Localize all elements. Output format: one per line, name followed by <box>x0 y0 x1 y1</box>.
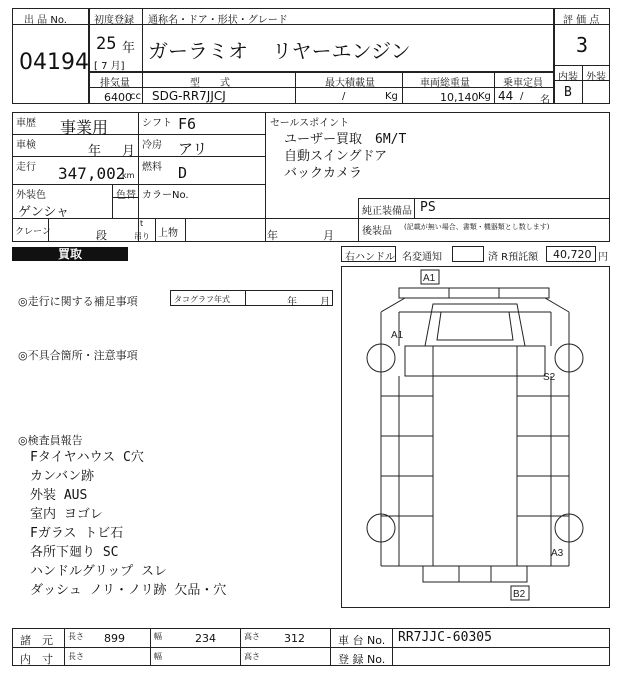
aftermarket-label: 後装品 <box>362 226 392 237</box>
gross: 10,140 <box>440 91 479 104</box>
mileage-unit: km <box>122 171 135 180</box>
capacity-sep: / <box>520 91 524 102</box>
history-label: 車歴 <box>16 118 36 129</box>
ac: アリ <box>178 140 208 158</box>
width-label-2: 幅 <box>154 652 162 661</box>
inspection-year: 年 <box>88 144 102 159</box>
displacement-unit: cc <box>130 91 141 102</box>
mark-s2: S2 <box>543 372 556 383</box>
score-label: 評 価 点 <box>563 15 600 26</box>
mark-b2: B2 <box>513 589 526 600</box>
shift: F6 <box>178 115 197 133</box>
sales-point-1: ユーザー買取 6M/T <box>284 132 407 147</box>
model-label: 型 式 <box>190 78 230 89</box>
aftermarket-note: (記載が無い場合、書類・機器類とし数します) <box>404 223 550 231</box>
top-month: 月 <box>323 229 334 242</box>
max-load: / <box>342 91 346 102</box>
displacement-label: 排気量 <box>100 78 130 89</box>
inner-label: 内 寸 <box>20 653 53 666</box>
inspector-note-2: カンバン跡 <box>30 469 95 484</box>
front-outline <box>381 298 569 312</box>
steering: 右ハンドル <box>345 252 395 263</box>
gross-unit: Kg <box>478 91 491 102</box>
inspector-note-1: Fタイヤハウス C穴 <box>30 450 144 465</box>
fuel-label: 燃料 <box>142 162 162 173</box>
color-code-label: カラーNo. <box>142 190 189 201</box>
inspector-note-7: ハンドルグリップ スレ <box>30 564 168 579</box>
name-change-box <box>452 246 484 262</box>
inspector-note-6: 各所下廻り SC <box>30 545 119 560</box>
lot-label: 出 品 No. <box>24 15 67 26</box>
height-label: 高さ <box>244 632 260 641</box>
inspector-note-8: ダッシュ ノリ・ノリ跡 欠品・穴 <box>30 583 227 598</box>
crane-lift: 吊り <box>134 232 150 241</box>
width: 234 <box>195 632 216 645</box>
interior-grade: B <box>564 85 572 100</box>
top-label: 上物 <box>158 228 178 239</box>
length: 899 <box>104 632 125 645</box>
displacement: 6400 <box>104 91 132 104</box>
color-label: 外装色 <box>16 190 46 201</box>
inspector-note-3: 外装 AUS <box>30 488 88 503</box>
max-load-unit: Kg <box>385 91 398 102</box>
purchase-banner: 買取 <box>12 247 128 261</box>
grade: リヤーエンジン <box>272 39 411 63</box>
mark-a1-top: A1 <box>423 273 436 284</box>
sales-point-3: バックカメラ <box>284 166 363 181</box>
equipment-label: 純正装備品 <box>362 206 412 217</box>
model: SDG-RR7JJCJ <box>152 89 226 103</box>
car-name: ガーラミオ <box>148 39 248 63</box>
capacity-label: 乗車定員 <box>503 78 543 89</box>
inspector-note-5: Fガラス トビ石 <box>30 526 124 541</box>
front-bumper-top <box>399 288 549 298</box>
sales-point-2: 自動スイングドア <box>284 149 388 164</box>
tacho-label: タコグラフ年式 <box>174 295 230 304</box>
height: 312 <box>284 632 305 645</box>
max-load-label: 最大積載量 <box>325 78 375 89</box>
mileage: 347,002 <box>58 164 126 183</box>
inspection-month: 月 <box>122 144 136 159</box>
crane-label: クレーン <box>15 227 51 237</box>
inspector-label: ◎検査員報告 <box>18 434 83 447</box>
reg-year: 25 <box>96 34 117 54</box>
bus-diagram <box>341 266 610 608</box>
width-label: 幅 <box>154 632 162 641</box>
name-change-label: 名変通知 <box>402 252 442 263</box>
tacho-year: 年 <box>287 297 297 308</box>
chassis: RR7JJC-60305 <box>398 630 492 645</box>
sales-point-label: セールスポイント <box>270 118 350 129</box>
length-label: 長さ <box>68 632 84 641</box>
crane-stage: 段 <box>96 229 107 242</box>
capacity-unit: 名 <box>540 95 550 106</box>
chassis-label: 車 台 No. <box>338 634 386 647</box>
reg-month: [ 7 月] <box>94 61 125 72</box>
dims-label: 諸 元 <box>20 634 53 647</box>
fuel: D <box>178 164 188 182</box>
recycle-amount: 40,720 <box>553 248 592 261</box>
tacho-month: 月 <box>320 297 330 308</box>
equipment: PS <box>420 200 436 215</box>
name-label: 通称名・ドア・形状・グレード <box>148 15 288 26</box>
top-year: 年 <box>267 229 278 242</box>
driving-note-label: ◎走行に関する補足事項 <box>18 295 138 308</box>
history: 事業用 <box>60 118 109 137</box>
defect-label: ◎不具合箇所・注意事項 <box>18 349 138 362</box>
recycle-label: 済 R預託額 <box>488 252 539 263</box>
shift-label: シフト <box>142 118 172 129</box>
reg-no-label: 登 録 No. <box>338 653 386 666</box>
crane-lift-t: t <box>140 219 144 228</box>
color-no-label: 色替 <box>116 190 136 201</box>
gross-label: 車両総重量 <box>420 78 470 89</box>
reg-year-unit: 年 <box>122 41 136 56</box>
inspection-label: 車検 <box>16 140 36 151</box>
height-label-2: 高さ <box>244 652 260 661</box>
lot-number: 04194 <box>19 50 89 75</box>
capacity: 44 <box>498 89 514 103</box>
ac-label: 冷房 <box>142 140 162 151</box>
length-label-2: 長さ <box>68 652 84 661</box>
mileage-label: 走行 <box>16 162 36 173</box>
mark-a3: A3 <box>551 548 564 559</box>
inspector-note-4: 室内 ヨゴレ <box>30 507 103 522</box>
yen: 円 <box>598 252 608 263</box>
reg-label: 初度登録 <box>94 15 134 26</box>
color: ゲンシャ <box>18 205 70 220</box>
mark-a1-left: A1 <box>391 330 404 341</box>
score: 3 <box>576 33 589 57</box>
exterior-label: 外装 <box>586 72 606 83</box>
interior-label: 内装 <box>558 72 578 83</box>
